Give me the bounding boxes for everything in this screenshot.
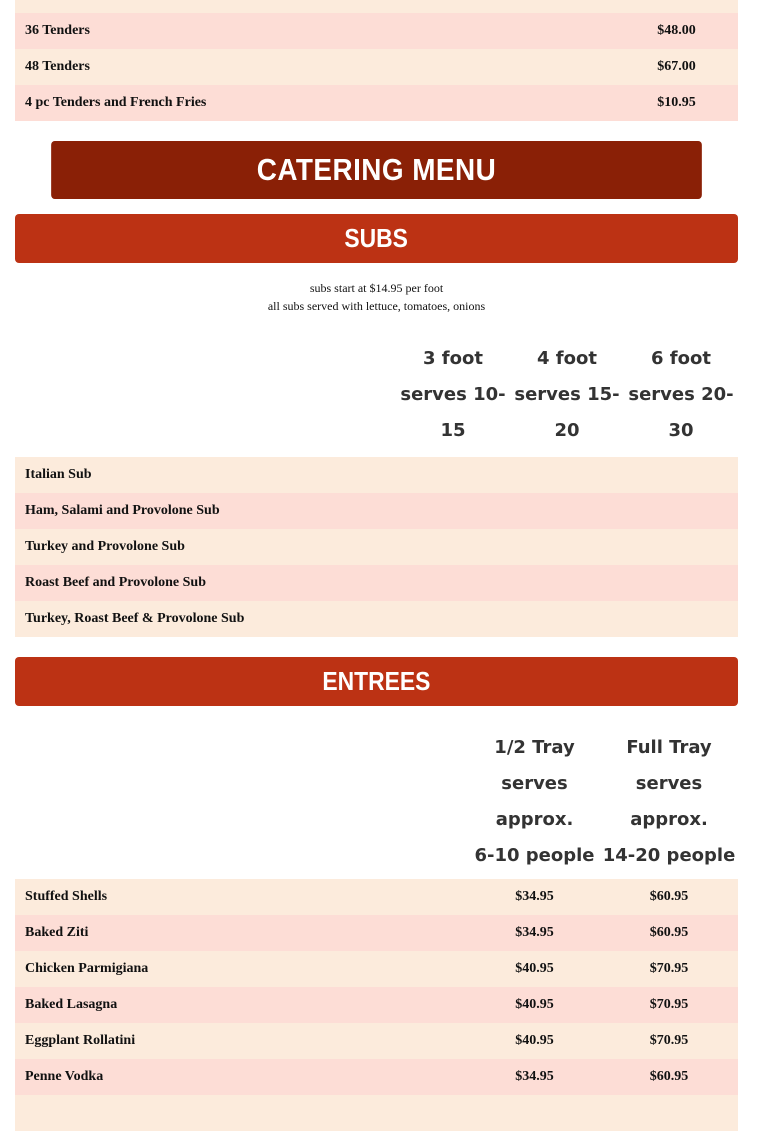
half-tray-price: $34.95: [469, 915, 600, 951]
half-tray-price: $34.95: [469, 1059, 600, 1095]
table-row: [15, 49, 738, 85]
sub-name: Roast Beef and Provolone Sub: [15, 565, 396, 601]
entrees-title: ENTREES: [322, 666, 431, 696]
subs-note-toppings: all subs served with lettuce, tomatoes, onions: [267, 299, 486, 313]
entrees-section-header: [15, 657, 738, 706]
table-row: [15, 0, 738, 13]
item-price: $10.95: [615, 85, 738, 121]
table-row: [15, 951, 738, 987]
entree-name: [15, 1095, 469, 1131]
table-row: [15, 565, 738, 601]
full-tray-price: $60.95: [600, 1059, 738, 1095]
entree-name: Stuffed Shells: [15, 879, 469, 915]
entrees-table: [15, 879, 738, 1131]
item-name: [15, 0, 615, 13]
table-row: [15, 879, 738, 915]
table-row: [15, 1095, 738, 1131]
spacer: [15, 730, 469, 879]
size-header-full-tray: Full Tray serves approx. 14-20 people: [602, 737, 736, 866]
subs-notes: [15, 279, 738, 315]
entree-name: Baked Lasagna: [15, 987, 469, 1023]
entree-name: Chicken Parmigiana: [15, 951, 469, 987]
full-tray-price: $70.95: [600, 987, 738, 1023]
half-tray-price: $40.95: [469, 951, 600, 987]
entree-name: Eggplant Rollatini: [15, 1023, 469, 1059]
item-name: 36 Tenders: [15, 13, 615, 49]
full-tray-price: $60.95: [600, 879, 738, 915]
sub-name: Turkey and Provolone Sub: [15, 529, 396, 565]
subs-section-header: [15, 214, 738, 263]
half-tray-price: $34.95: [469, 879, 600, 915]
table-row: [15, 529, 738, 565]
subs-note-price: subs start at $14.95 per foot: [309, 281, 444, 295]
menu-page: [15, 0, 738, 1131]
half-tray-price: $40.95: [469, 1023, 600, 1059]
subs-title: SUBS: [344, 223, 409, 253]
entree-name: Baked Ziti: [15, 915, 469, 951]
table-row: [15, 13, 738, 49]
full-tray-price: [600, 1095, 738, 1131]
table-row: [15, 1023, 738, 1059]
tenders-table: [15, 0, 738, 121]
item-price: $67.00: [615, 49, 738, 85]
table-row: [15, 493, 738, 529]
size-header-4ft: 4 foot serves 15- 20: [514, 348, 620, 441]
table-row: [15, 85, 738, 121]
table-row: [15, 987, 738, 1023]
sub-name: Italian Sub: [15, 457, 396, 493]
table-row: [15, 601, 738, 637]
half-tray-price: [469, 1095, 600, 1131]
size-header-6ft: 6 foot serves 20- 30: [628, 348, 734, 441]
item-name: 48 Tenders: [15, 49, 615, 85]
catering-menu-title: CATERING MENU: [256, 152, 497, 187]
subs-size-headers: [15, 341, 738, 457]
half-tray-price: $40.95: [469, 987, 600, 1023]
table-row: [15, 457, 738, 493]
entree-name: Penne Vodka: [15, 1059, 469, 1095]
sub-name: Turkey, Roast Beef & Provolone Sub: [15, 601, 396, 637]
entrees-size-headers: [15, 730, 738, 879]
spacer: [15, 341, 396, 457]
full-tray-price: $70.95: [600, 1023, 738, 1059]
table-row: [15, 915, 738, 951]
item-price: [615, 0, 738, 13]
item-name: 4 pc Tenders and French Fries: [15, 85, 615, 121]
subs-table: [15, 457, 738, 637]
full-tray-price: $70.95: [600, 951, 738, 987]
size-header-half-tray: 1/2 Tray serves approx. 6-10 people: [474, 737, 595, 866]
catering-menu-banner: [51, 141, 702, 199]
item-price: $48.00: [615, 13, 738, 49]
size-header-3ft: 3 foot serves 10- 15: [400, 348, 506, 441]
sub-name: Ham, Salami and Provolone Sub: [15, 493, 396, 529]
table-row: [15, 1059, 738, 1095]
full-tray-price: $60.95: [600, 915, 738, 951]
